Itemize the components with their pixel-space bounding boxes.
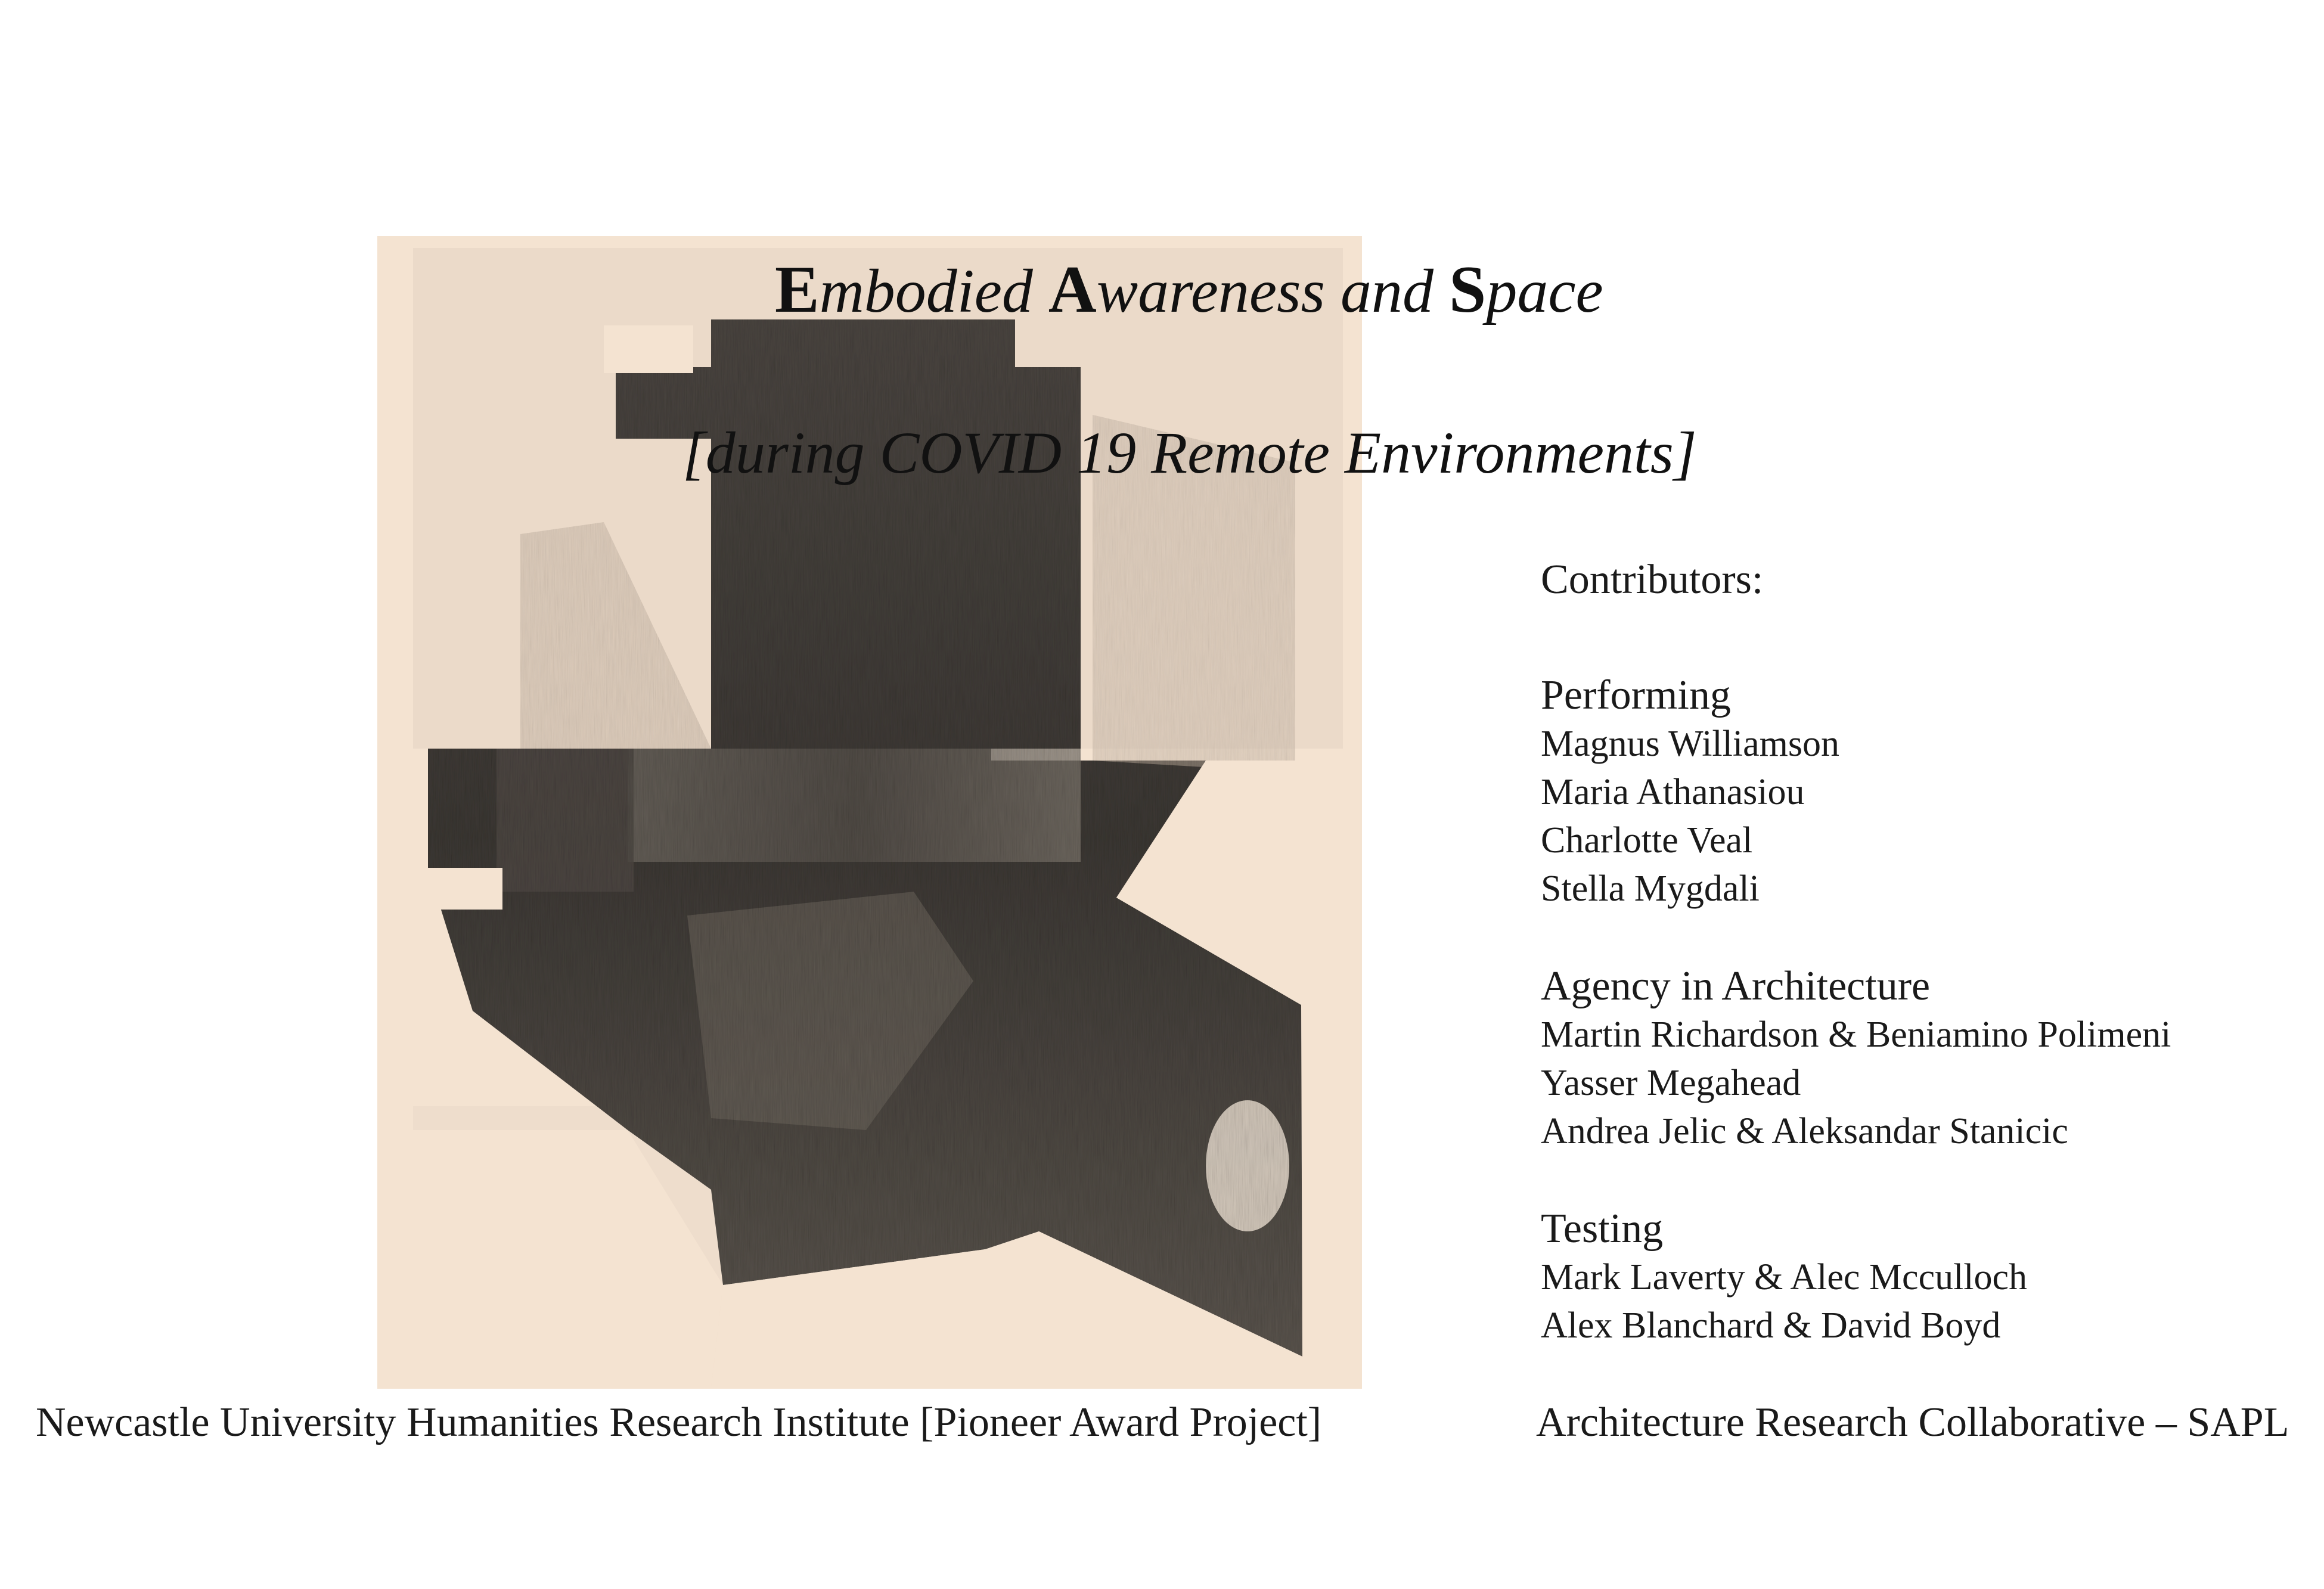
- contributor-name: Maria Athanasiou: [1541, 772, 1805, 812]
- footer-collaborative: Architecture Research Collaborative – SAPL: [1536, 1399, 2289, 1445]
- contributor-name: Alex Blanchard & David Boyd: [1541, 1305, 2001, 1346]
- contributor-name: Martin Richardson & Beniamino Polimeni: [1541, 1014, 2171, 1055]
- footer-institution: Newcastle University Humanities Research Institute [Pioneer Award Project]: [36, 1399, 1322, 1445]
- contributor-group-agency: [1541, 962, 2286, 1156]
- contributor-name: Charlotte Veal: [1541, 820, 1753, 861]
- contributors-section: [1541, 559, 2286, 1399]
- title-word-embodied: mbodied: [819, 257, 1048, 325]
- contributor-name: Magnus Williamson: [1541, 724, 1839, 764]
- group-title: Performing: [1541, 672, 1731, 718]
- title-initial-s: S: [1449, 253, 1487, 327]
- contributor-name: Yasser Megahead: [1541, 1063, 1801, 1103]
- title-word-awareness: wareness and: [1096, 257, 1450, 325]
- artwork-image: [377, 236, 1362, 1389]
- group-title: Agency in Architecture: [1541, 963, 1931, 1009]
- contributor-group-performing: [1541, 671, 2286, 913]
- page-subtitle: [during COVID 19 Remote Environments]: [682, 420, 1697, 486]
- contributor-name: Stella Mygdali: [1541, 868, 1760, 909]
- title-initial-e: E: [775, 253, 820, 327]
- contributor-name: Andrea Jelic & Aleksandar Stanicic: [1541, 1111, 2068, 1152]
- contributor-group-testing: [1541, 1205, 2286, 1350]
- title-initial-a: A: [1048, 253, 1097, 327]
- group-title: Testing: [1541, 1206, 1664, 1252]
- contributor-name: Mark Laverty & Alec Mcculloch: [1541, 1257, 2028, 1298]
- charcoal-drawing: [377, 236, 1362, 1389]
- contributors-heading: Contributors:: [1541, 557, 1764, 603]
- page-title: [775, 253, 1609, 327]
- title-word-space: pace: [1486, 257, 1603, 325]
